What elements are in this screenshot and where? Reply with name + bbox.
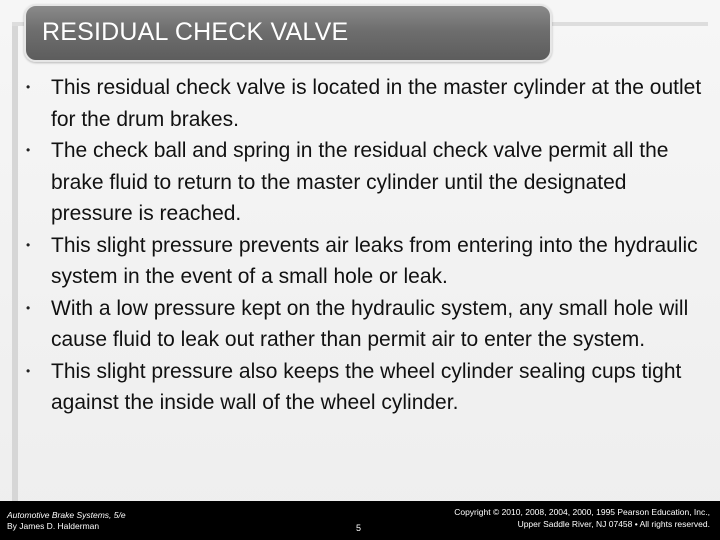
bullet-text: The check ball and spring in the residual check valve permit all the brake fluid to return to the master cylinder until the designated pressure is reached. (51, 139, 669, 225)
bullet-dot-icon: • (26, 143, 31, 157)
frame-line-left (12, 22, 18, 522)
bullet-dot-icon: • (26, 363, 31, 378)
bullet-item (26, 72, 706, 135)
footer-book-title: Automotive Brake Systems, 5/e (7, 510, 126, 520)
footer-copyright (454, 506, 710, 530)
footer-bar (0, 501, 720, 540)
copyright-line-1: Copyright © 2010, 2008, 2004, 2000, 1995 Pearson Education, Inc., (454, 507, 710, 517)
bullet-list (26, 72, 706, 419)
page-number: 5 (356, 523, 362, 533)
slide-title: RESIDUAL CHECK VALVE (42, 18, 349, 46)
footer-book-info (7, 510, 126, 532)
bullet-text: With a low pressure kept on the hydraulic system, any small hole will cause fluid to leak out rather than permit air to enter the system. (51, 296, 689, 351)
bullet-text: This slight pressure also keeps the wheel cylinder sealing cups tight against the inside wall of the wheel cylinder. (51, 359, 682, 414)
bullet-item (26, 356, 706, 419)
bullet-text: This residual check valve is located in the master cylinder at the outlet for the drum brakes. (51, 76, 702, 131)
title-bar (24, 4, 552, 62)
bullet-item (26, 230, 706, 293)
bullet-dot-icon: • (26, 80, 31, 94)
copyright-line-2: Upper Saddle River, NJ 07458 • All rights reserved. (517, 519, 710, 529)
footer-author: By James D. Halderman (7, 521, 100, 531)
bullet-text: This slight pressure prevents air leaks from entering into the hydraulic system in the event of a small hole or leak. (51, 233, 698, 288)
bullet-item (26, 135, 706, 230)
bullet-dot-icon: • (26, 237, 31, 252)
bullet-dot-icon: • (26, 300, 31, 315)
bullet-item (26, 293, 706, 356)
